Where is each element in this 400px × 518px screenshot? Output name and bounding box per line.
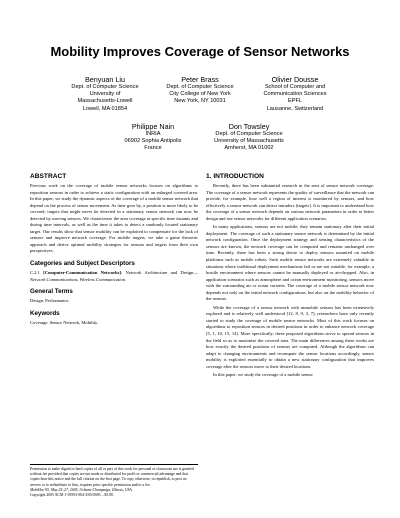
author-affiliation-line: Massachusetts-Lowell (77, 98, 133, 105)
author-name: Philippe Nain (131, 122, 175, 131)
left-column (30, 172, 198, 328)
author-affiliation-line: Lausanne, Switzerland (266, 105, 324, 112)
author-affiliation-line: University of Massachusetts (214, 138, 284, 145)
keywords-heading: Keywords (30, 309, 60, 317)
author-affiliation-line: EPFL (288, 98, 302, 105)
copyright-footnote (30, 464, 198, 498)
author-affiliation-line: City College of New York (169, 91, 231, 98)
author-name: Peter Brass (181, 75, 219, 84)
author-name: Don Towsley (228, 122, 270, 131)
category-name: [Computer-Communication Networks] (43, 270, 121, 276)
general-terms-text: Design, Performance. (30, 298, 70, 304)
author-affiliation-line: University of (89, 91, 121, 98)
author-dousse (235, 75, 355, 113)
intro-paragraph: In this paper, we study the coverage of a mobile sensor (213, 372, 313, 378)
author-affiliation-line: New York, NY 10031 (174, 98, 226, 105)
author-affiliation-line: Dept. of Computer Science (166, 84, 234, 90)
permission-notice: Permission to make digital or hard copies of all or part of this work for personal or classroom use is granted without fee provided that copies are not made or distributed for profit or commercial advantage and that copies bear this notice and the full citation on the first page. To copy otherwise, to republish, to post on servers or to redistribute to lists, requires prior specific permission and/or a fee. (30, 467, 194, 487)
paper-title: Mobility Improves Coverage of Sensor Networks (50, 44, 350, 59)
author-affiliation-line: 06902 Sophia Antipolis (124, 138, 182, 145)
author-affiliation-line: Amherst, MA 01002 (224, 145, 274, 152)
author-affiliation-line: Dept. of Computer Science (71, 84, 139, 90)
introduction-heading: 1. INTRODUCTION (206, 173, 264, 180)
author-name: Olivier Dousse (271, 75, 319, 84)
categories-heading: Categories and Subject Descriptors (30, 260, 135, 268)
abstract-heading: ABSTRACT (30, 173, 67, 180)
author-affiliation-line: Communication Sciences (263, 91, 327, 98)
author-affiliation-line: Dept. of Computer Science (215, 131, 283, 137)
author-towsley (189, 122, 309, 153)
keywords-text: Coverage, Sensor Network, Mobility. (30, 319, 99, 325)
author-affiliation-line: School of Computer and (264, 84, 326, 90)
categories-text (30, 270, 198, 283)
abstract-text: Previous work on the coverage of mobile sensor networks focuses on algorithms to reposition sensors in order to achieve a static configuration with an enlarged covered area. In this paper, we study the dynamic aspects of the coverage of a mobile sensor network that depend on the process of sensor movement. As time goes by, a position is more likely to be covered; targets that might never be detected in a stationary sensor network can now be detected by moving sensors. We characterize the area coverage at specific time instants and during time intervals, as well as the time it takes to detect a randomly located stationary target. Our results show that sensor mobility can be exploited to compensate for the lack of sensors and improve network coverage. For mobile targets, we take a game theoretic approach and derive optimal mobility strategies for sensors and targets from their own perspectives. (30, 183, 198, 254)
category-code: C.2.1 (30, 270, 40, 276)
intro-paragraph: Recently, there has been substantial research in the area of sensor network coverage. The coverage of a sensor network represents the quality of surveillance that the network can provide, for example, how well a region of interest is monitored by sensors, and how effectively a sensor network can detect intruders [targets]. It is important to understand how the coverage of a sensor network depends on various network parameters in order to better design and use sensor networks for different application scenarios. (206, 183, 374, 221)
venue-line: MobiHoc'05, May 25–27, 2005, Urbana-Champaign, Illinois, USA. (30, 487, 133, 492)
author-affiliation-line: INRIA (145, 131, 161, 137)
author-affiliation-line: France (144, 145, 162, 152)
author-name: Benyuan Liu (85, 75, 125, 84)
intro-paragraph: While the coverage of a sensor network with immobile sensors has been extensively explored and is relatively well understood [12, 8, 9, 3, 7], researchers have only recently started to study the coverage of mobile sensor networks. Most of this work focuses on algorithms to reposition sensors in desired positions in order to enhance network coverage [5, 1, 10, 15, 14]. More specifically, these proposed algorithms strive to spread sensors in the field so as to maximize the covered area. The main differences among these works are how exactly the desired positions of sensors are computed. Although the algorithms can adapt to changing environments and recompute the sensor locations accordingly, sensor mobility is exploited essentially to obtain a new stationary configuration that improves coverage after the sensors move to their desired locations. (206, 304, 374, 369)
category-rest: : Network Architecture and Design— (120, 270, 198, 276)
general-terms-heading: General Terms (30, 288, 73, 296)
intro-paragraph: In many applications, sensors are not mobile; they remain stationary after their initial deployment. The coverage of such a stationary sensor network is determined by the initial network configuration. Once the deployment strategy and sensing characteristics of the sensors are known, the network coverage can be computed and remains unchanged over time. Recently, there has been a strong desire to deploy sensors mounted on mobile platforms such as mobile robots. Such mobile sensor networks are extremely valuable in situations where traditional deployment mechanisms fail or are not suitable, for example, a hostile environment where sensors cannot be manually deployed or air-dropped. Also, in application scenarios such as atmosphere and ocean environment monitoring, sensors move with the surrounding air or ocean currents. The coverage of a mobile sensor network now depends not only on the initial network configurations, but also on the mobility behavior of the sensors. (206, 224, 374, 302)
copyright-line: Copyright 2005 ACM 1-59593-004-3/05/0005 ...$5.00. (30, 493, 114, 498)
category-subject: Network Communications, Wireless Communication. (30, 276, 127, 282)
right-column (206, 172, 374, 381)
author-affiliation-line: Lowell, MA 01854 (82, 105, 128, 112)
